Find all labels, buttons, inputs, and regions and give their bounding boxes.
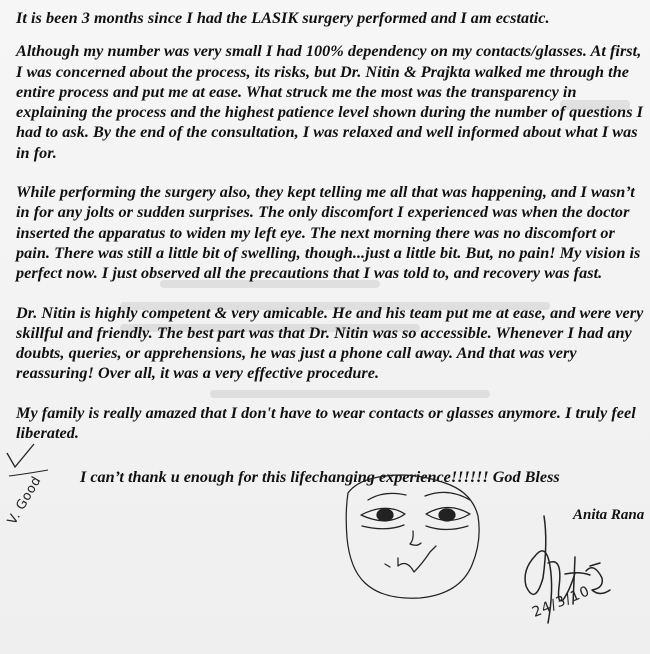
letter-paragraph-4: My family is really amazed that I don't have to wear contacts or glasses anymore. I truly feel liberated. bbox=[16, 403, 636, 443]
remark-underline bbox=[9, 470, 48, 476]
face-doodle bbox=[346, 475, 479, 598]
letter-paragraph-3: Dr. Nitin is highly competent & very amicable. He and his team put me at ease, and were very skillful and friendly. The best part was that Dr. Nitin was so accessible. Whenever I had any doubts, queries, or apprehensions, he was just a phone call away. And that was very reassuring! Over all, it was a very effective procedure. bbox=[16, 303, 644, 383]
author-name: Anita Rana bbox=[573, 507, 645, 523]
letter-closing: I can’t thank u enough for this lifechanging experience!!!!!! God Bless bbox=[80, 468, 560, 486]
handwritten-remark: V. Good bbox=[5, 473, 45, 528]
letter-intro: It is been 3 months since I had the LASIK surgery performed and I am ecstatic. bbox=[16, 9, 550, 27]
letter-body bbox=[16, 8, 644, 462]
letter-paragraph-1: Although my number was very small I had 100% dependency on my contacts/glasses. At first, I was concerned about the process, its risks, but Dr. Nitin & Prajkta walked me through the entire process and put me at ease. What struck me the most was the transparency in explaining the process and the highest patience level shown during the number of questions I had to ask. By the end of the consultation, I was relaxed and well informed about what I was in for. bbox=[16, 42, 643, 162]
letter-paragraph-2: While performing the surgery also, they kept telling me all that was happening, and I wasn’t in for any jolts or sudden surprises. The only discomfort I experienced was when the doctor inserted the apparatus to widen my left eye. The next morning there was no discomfort or pain. There was still a little bit of swelling, though...just a little bit. But, no pain! My vision is perfect now. I just observed all the precautions that I was told to, and recovery was fast. bbox=[16, 183, 641, 283]
handwritten-date: 24/3/10 bbox=[530, 583, 593, 621]
